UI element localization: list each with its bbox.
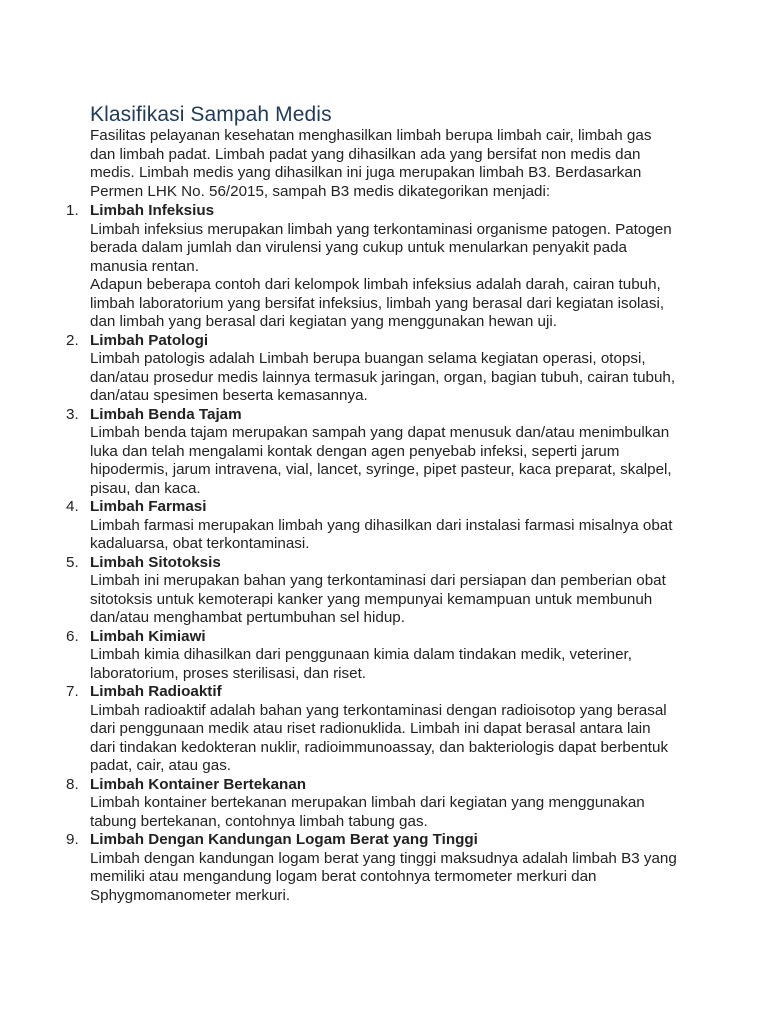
list-item xyxy=(0,332,680,406)
list-item xyxy=(0,776,680,832)
item-heading: Limbah Benda Tajam xyxy=(90,405,242,423)
item-number: 4. xyxy=(66,498,79,515)
item-number: 9. xyxy=(66,831,79,848)
intro-paragraph: Fasilitas pelayanan kesehatan menghasilkan limbah berupa limbah cair, limbah gas dan limbah padat. Limbah padat yang dihasilkan ada yang bersifat non medis dan medis. Limbah medis yang dihasilkan ini juga merupakan limbah B3. Berdasarkan Permen LHK No. 56/2015, sampah B3 medis dikategorikan menjadi: xyxy=(90,127,652,200)
item-number: 5. xyxy=(66,553,79,571)
item-number: 1. xyxy=(66,202,79,219)
item-heading: Limbah Kontainer Bertekanan xyxy=(90,775,307,793)
category-list xyxy=(0,202,768,905)
item-number: 6. xyxy=(66,627,79,645)
item-heading: Limbah Sitotoksis xyxy=(90,553,221,571)
item-number: 8. xyxy=(66,775,79,793)
item-paragraph: Limbah kontainer bertekanan merupakan limbah dari kegiatan yang menggunakan tabung bertekanan, contohnya limbah tabung gas. xyxy=(90,794,645,830)
item-heading: Limbah Radioaktif xyxy=(90,683,222,700)
item-heading: Limbah Dengan Kandungan Logam Berat yang Tinggi xyxy=(90,831,478,848)
item-number: 2. xyxy=(66,331,79,349)
list-item xyxy=(0,628,680,684)
document-title: Klasifikasi Sampah Medis xyxy=(90,103,332,126)
list-item xyxy=(0,554,680,628)
item-paragraph: Limbah patologis adalah Limbah berupa buangan selama kegiatan operasi, otopsi, dan/atau prosedur medis lainnya termasuk jaringan, organ, bagian tubuh, cairan tubuh, dan/atau spesimen beserta kemasannya. xyxy=(90,350,676,404)
item-paragraph: Limbah radioaktif adalah bahan yang terkontaminasi dengan radioisotop yang berasal dari penggunaan medik atau riset radionuklida. Limbah ini dapat berasal antara lain dari tindakan kedokteran nuklir, radioimmunoassay, dan bakteriologis dapat berbentuk padat, cair, atau gas. xyxy=(90,701,669,774)
item-heading: Limbah Kimiawi xyxy=(90,627,206,645)
item-heading: Limbah Farmasi xyxy=(90,498,207,515)
item-paragraph: Limbah ini merupakan bahan yang terkontaminasi dari persiapan dan pemberian obat sitotoksis untuk kemoterapi kanker yang mempunyai kemampuan untuk membunuh dan/atau menghambat pertumbuhan sel hidup. xyxy=(90,572,666,626)
item-paragraph: Limbah kimia dihasilkan dari penggunaan kimia dalam tindakan medik, veteriner, laboratorium, proses sterilisasi, dan riset. xyxy=(90,646,632,682)
item-paragraph: Limbah benda tajam merupakan sampah yang dapat menusuk dan/atau menimbulkan luka dan telah mengalami kontak dengan agen penyebab infeksi, seperti jarum hipodermis, jarum intravena, vial, lancet, syringe, pipet pasteur, kaca preparat, skalpel, pisau, dan kaca. xyxy=(90,424,672,497)
item-paragraph: Adapun beberapa contoh dari kelompok limbah infeksius adalah darah, cairan tubuh, limbah laboratorium yang bersifat infeksius, limbah yang berasal dari kegiatan isolasi, dan limbah yang berasal dari kegiatan yang menggunakan hewan uji. xyxy=(90,276,665,330)
item-paragraph: Limbah dengan kandungan logam berat yang tinggi maksudnya adalah limbah B3 yang memiliki atau mengandung logam berat contohnya termometer merkuri dan Sphygmomanometer merkuri. xyxy=(90,849,677,904)
item-heading: Limbah Patologi xyxy=(90,331,209,349)
list-item xyxy=(0,202,680,332)
item-number: 7. xyxy=(66,683,79,700)
list-item xyxy=(0,831,680,905)
item-heading: Limbah Infeksius xyxy=(90,202,215,219)
item-paragraph: Limbah farmasi merupakan limbah yang dihasilkan dari instalasi farmasi misalnya obat kadaluarsa, obat terkontaminasi. xyxy=(90,516,673,552)
list-item xyxy=(0,406,680,499)
item-number: 3. xyxy=(66,405,79,423)
list-item xyxy=(0,498,680,554)
list-item xyxy=(0,683,680,776)
item-paragraph: Limbah infeksius merupakan limbah yang terkontaminasi organisme patogen. Patogen berada dalam jumlah dan virulensi yang cukup untuk menularkan penyakit pada manusia rentan. xyxy=(90,220,672,275)
